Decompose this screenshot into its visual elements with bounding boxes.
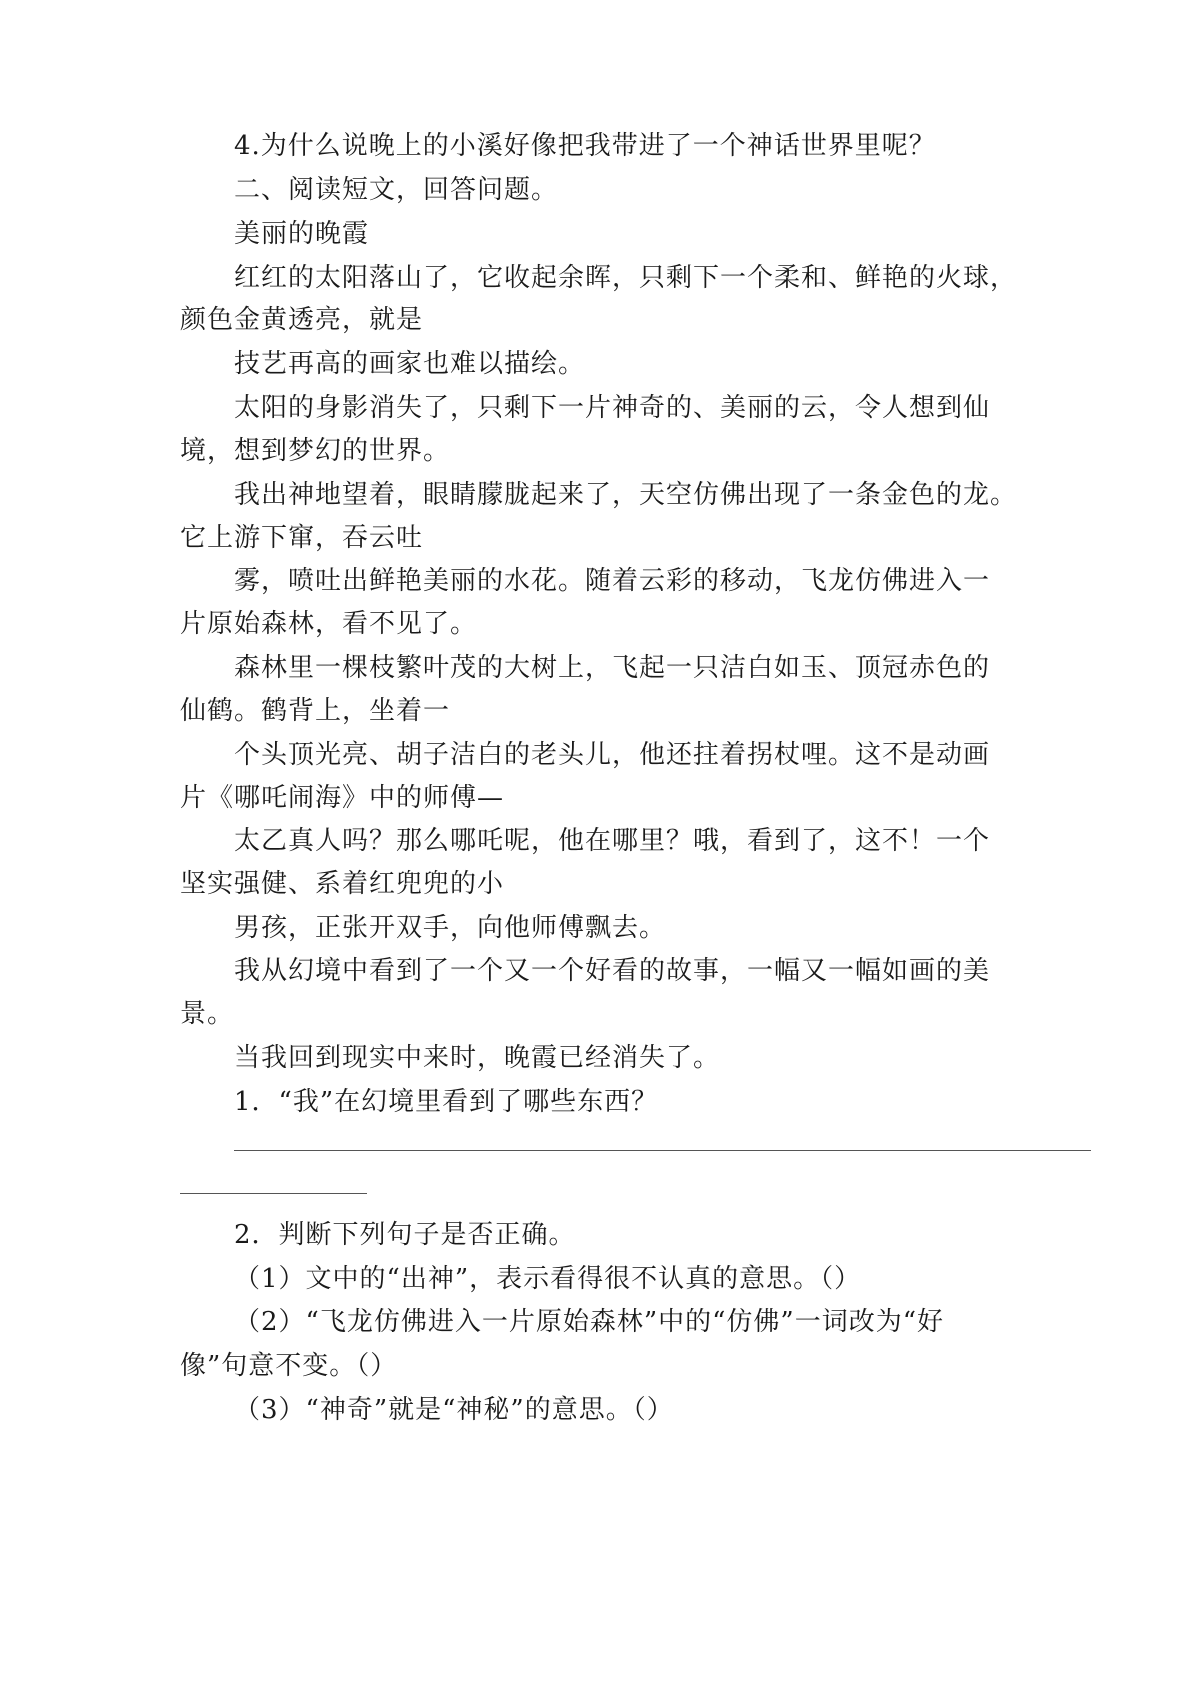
passage-line: 红红的太阳落山了，它收起余晖，只剩下一个柔和、鲜艳的火球，: [234, 263, 1018, 293]
question-1: 1．“我”在幻境里看到了哪些东西？: [234, 1087, 659, 1117]
question-2: 2．判断下列句子是否正确。: [234, 1220, 576, 1250]
passage-line: 坚实强健、系着红兜兜的小: [180, 869, 505, 899]
passage-line: 雾，喷吐出鲜艳美丽的水花。随着云彩的移动，飞龙仿佛进入一: [234, 566, 991, 596]
question-2-item: 像”句意不变。（）: [180, 1351, 398, 1381]
passage-line: 技艺再高的画家也难以描绘。: [234, 349, 586, 379]
question-2-item: （3）“神奇”就是“神秘”的意思。（）: [234, 1395, 674, 1425]
passage-line: 颜色金黄透亮，就是: [180, 305, 424, 335]
passage-line: 境，想到梦幻的世界。: [180, 436, 451, 466]
answer-line[interactable]: [234, 1150, 1091, 1151]
passage-line: 景。: [180, 999, 235, 1029]
passage-line: 个头顶光亮、胡子洁白的老头儿，他还拄着拐杖哩。这不是动画: [234, 740, 991, 770]
question-2-item: （2）“飞龙仿佛进入一片原始森林”中的“仿佛”一词改为“好: [234, 1307, 945, 1337]
passage-line: 太乙真人吗？那么哪吒呢，他在哪里？哦，看到了，这不！一个: [234, 826, 991, 856]
passage-line: 片《哪吒闹海》中的师傅—: [180, 783, 505, 813]
section-heading: 二、阅读短文，回答问题。: [234, 175, 559, 205]
passage-line: 我出神地望着，眼睛朦胧起来了，天空仿佛出现了一条金色的龙。: [234, 480, 1018, 510]
passage-title: 美丽的晚霞: [234, 219, 370, 249]
passage-line: 男孩，正张开双手，向他师傅飘去。: [234, 913, 667, 943]
question-2-item: （1）文中的“出神”，表示看得很不认真的意思。（）: [234, 1264, 862, 1294]
answer-line[interactable]: [180, 1193, 367, 1194]
passage-line: 它上游下窜，吞云吐: [180, 523, 424, 553]
passage-line: 片原始森林，看不见了。: [180, 609, 478, 639]
previous-question: 4.为什么说晚上的小溪好像把我带进了一个神话世界里呢？: [234, 131, 936, 161]
passage-line: 太阳的身影消失了，只剩下一片神奇的、美丽的云，令人想到仙: [234, 393, 991, 423]
passage-line: 仙鹤。鹤背上，坐着一: [180, 696, 451, 726]
passage-line: 森林里一棵枝繁叶茂的大树上，飞起一只洁白如玉、顶冠赤色的: [234, 653, 991, 683]
passage-line: 我从幻境中看到了一个又一个好看的故事，一幅又一幅如画的美: [234, 956, 991, 986]
passage-line: 当我回到现实中来时，晚霞已经消失了。: [234, 1043, 721, 1073]
